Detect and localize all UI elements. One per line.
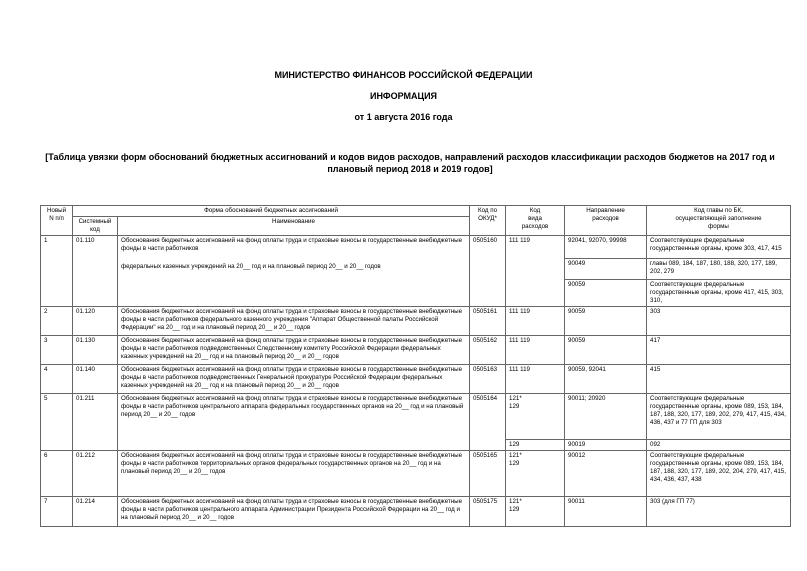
header-system-code: Системный код: [73, 217, 118, 236]
table-row: 4 01.140 Обоснования бюджетных ассигнований на фонд оплаты труда и страховые взносы в государственные внебюджетные фонды в части работников подведомственных Генеральной прокуратуре Российской Федерации федеральных казенных учреждений на 20__ год и на плановый период 20__ и 20__ годов 0505163 111 119 90059, 92041 415: [41, 365, 791, 394]
header-direction: Направление расходов: [565, 206, 647, 236]
info-heading: ИНФОРМАЦИЯ: [369, 91, 438, 101]
table-subrow: 90059 Соответствующие федеральные государственные органы, кроме 417, 415, 303, 310,: [41, 280, 791, 307]
table-header-row: [41, 206, 791, 217]
header-name: Наименование: [118, 217, 470, 236]
budget-forms-table: [40, 205, 791, 527]
table-row: 1 01.110 Обоснования бюджетных ассигнований на фонд оплаты труда и страховые взносы в государственные внебюджетные фонды в части работников федеральных казенных учреждений на 20__ год и на плановый период 20__ и 20__ годов 0505160 111 119 92041, 92070, 99998 Соответствующие федеральные государственные органы, кроме 303, 417, 415: [41, 236, 791, 259]
date-heading: от 1 августа 2016 года: [354, 112, 453, 122]
ministry-heading: МИНИСТЕРСТВО ФИНАНСОВ РОССИЙСКОЙ ФЕДЕРАЦИИ: [274, 70, 533, 80]
table-row: 3 01.130 Обоснования бюджетных ассигнований на фонд оплаты труда и страховые взносы в государственные внебюджетные фонды в части работников подведомственных Следственному комитету Российской Федерации федеральных казенных учреждений на 20__ год и на плановый период 20__ и 20__ годов 0505162 111 119 90059 417: [41, 336, 791, 365]
table-row: 2 01.120 Обоснования бюджетных ассигнований на фонд оплаты труда и страховые взносы в государственные внебюджетные фонды в части работников федерального казенного учреждения "Аппарат Общественной палаты Российской Федерации" на 20__ год и на плановый период 20__ и 20__ годов 0505161 111 119 90059 303: [41, 307, 791, 336]
table-row: 5 01.211 Обоснования бюджетных ассигнований на фонд оплаты труда и страховые взносы в государственные внебюджетные фонды в части работников центрального аппарата федеральных государственных органов на 20__ год и на плановый период 20__ и 20__ годов 0505164 121* 129 90011; 20920 Соответствующие федеральные государственные органы, кроме 089, 153, 184, 187, 188, 320, 177, 189, 202, 279, 417, 415, 434, 436, 437 и 77 ГП для 303: [41, 394, 791, 440]
table-subrow: 129 90019 092: [41, 440, 791, 451]
header-kvr: Код вида расходов: [506, 206, 565, 236]
header-number: Новый N п/п: [41, 206, 73, 236]
header-form: Форма обоснований бюджетных ассигнований: [73, 206, 470, 217]
header-bk: Код главы по БК, осуществляющей заполнение формы: [647, 206, 791, 236]
table-row: 7 01.214 Обоснования бюджетных ассигнований на фонд оплаты труда и страховые взносы в государственные внебюджетные фонды в части работников центрального аппарата Администрации Президента Российской Федерации на 20__ год и на плановый период 20__ и 20__ годов 0505175 121* 129 90011 303 (для ГП 77): [41, 497, 791, 527]
header-okud: Код по ОКУД*: [470, 206, 506, 236]
document-title: [Таблица увязки форм обоснований бюджетных ассигнований и кодов видов расходов, направлений расходов классификации расходов бюджетов на 2017 год и плановый период 2018 и 2019 годов]: [45, 152, 775, 174]
table-row: 6 01.212 Обоснования бюджетных ассигнований на фонд оплаты труда и страховые взносы в государственные внебюджетные фонды в части работников территориальных органов федеральных государственных органов на 20__ год и на плановый период 20__ и 20__ годов 0505165 121* 129 90012 Соответствующие федеральные государственные органы, кроме 089, 153, 184, 187, 188, 320, 177, 189, 202, 204, 279, 417, 415, 434, 436, 437, 438: [41, 451, 791, 497]
table-subrow: 90049 главы 089, 184, 187, 180, 188, 320, 177, 189, 202, 279: [41, 259, 791, 280]
